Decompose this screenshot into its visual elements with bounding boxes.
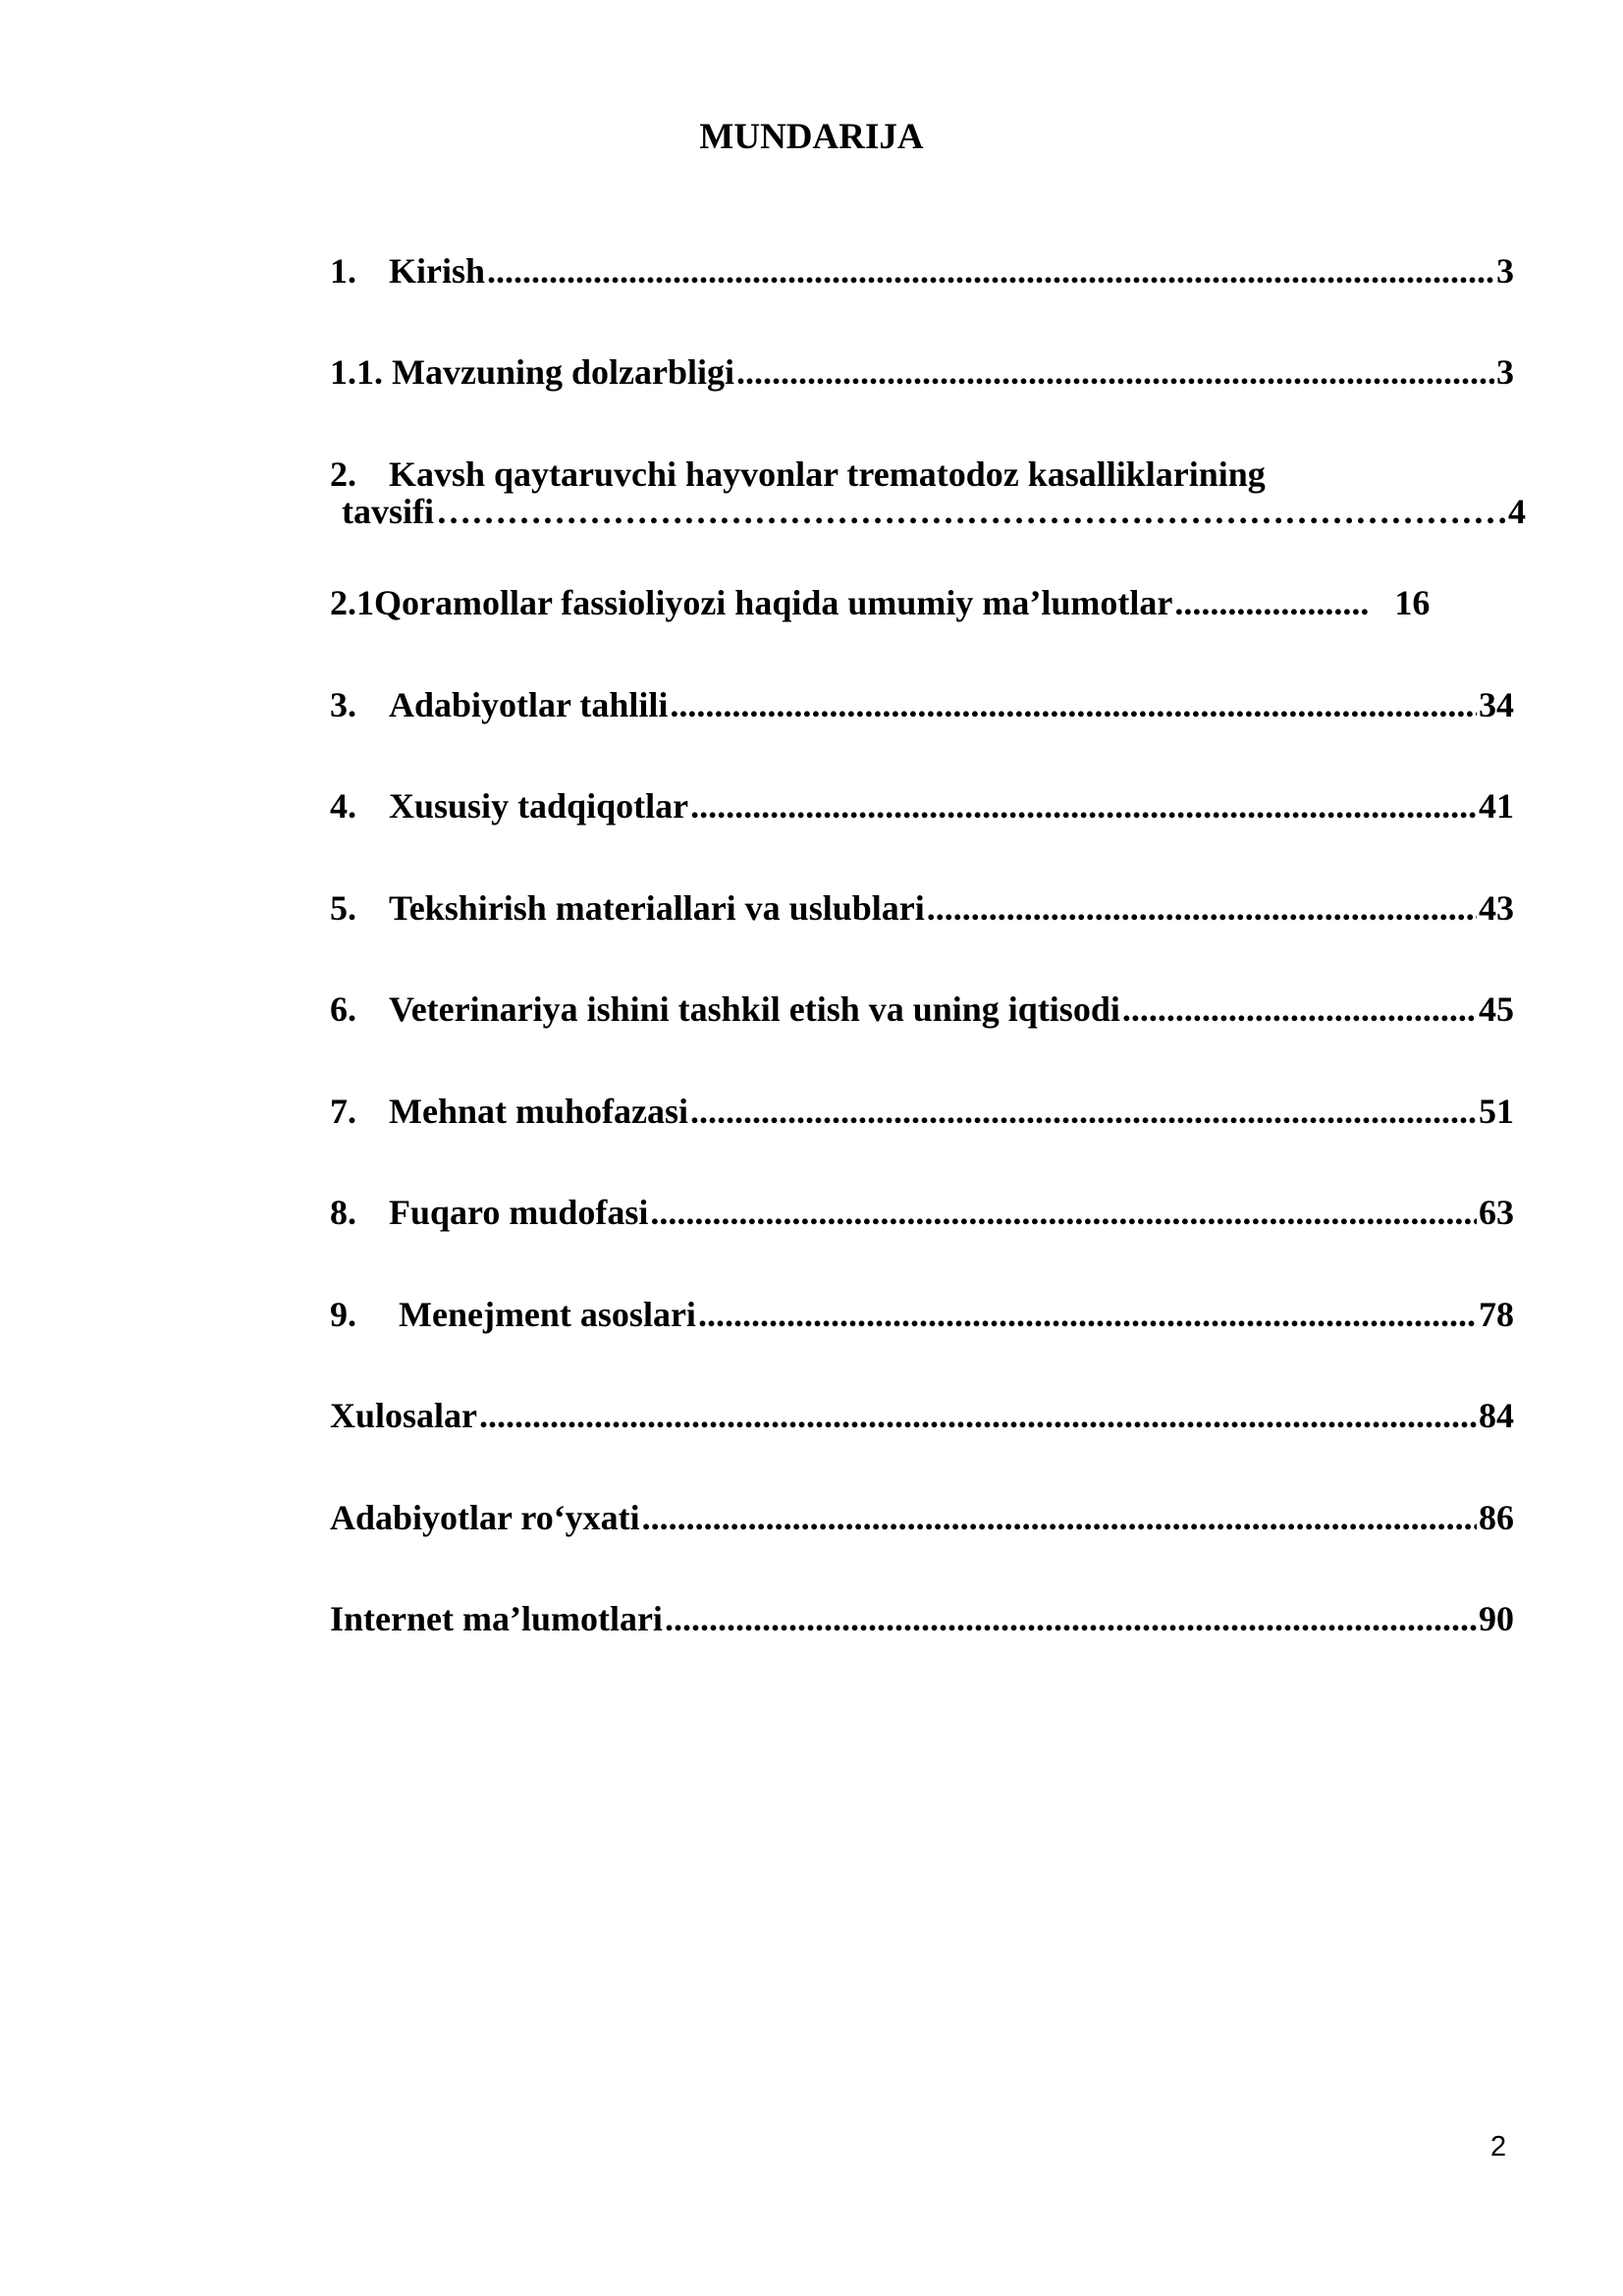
toc-entry-mavzuning-dolzarbligi	[330, 350, 1514, 394]
toc-entry-label: 2.1Qoramollar fassioliyozi haqida umumiy ma’lumotlar	[330, 583, 1173, 622]
toc-entry-label: Tekshirish materiallari va uslublari	[389, 888, 925, 928]
toc-entry-page: 78	[1479, 1295, 1514, 1334]
toc-entry-page: 86	[1479, 1498, 1514, 1537]
dot-leader	[665, 1597, 1477, 1640]
dot-leader	[1122, 988, 1477, 1031]
dot-leader	[650, 1191, 1477, 1234]
toc-entry-veterinariya	[330, 988, 1514, 1031]
toc-entry-tekshirish-materiallari	[330, 886, 1514, 930]
page-title: MUNDARIJA	[699, 117, 924, 157]
dot-leader	[479, 1394, 1477, 1437]
toc-entry-label: Kavsh qaytaruvchi hayvonlar trematodoz kasalliklarining	[389, 454, 1266, 494]
toc-entry-page: 43	[1479, 888, 1514, 928]
toc-entry-trematodoz	[330, 453, 1526, 533]
toc-entry-page: 3	[1496, 251, 1514, 291]
dot-leader	[436, 490, 1471, 533]
dot-leader	[690, 1090, 1477, 1133]
toc-entry-page: 51	[1479, 1092, 1514, 1131]
toc-entry-page: 34	[1479, 685, 1514, 724]
toc-entry-label: 1.1. Mavzuning dolzarbligi	[330, 352, 735, 392]
toc-entry-number: 3.	[330, 685, 356, 724]
toc-entry-label: Xususiy tadqiqotlar	[389, 786, 689, 826]
toc-entry-adabiyotlar-tahlili	[330, 683, 1514, 726]
toc-entry-label: Adabiyotlar ro‘yxati	[330, 1498, 640, 1537]
dot-leader	[927, 886, 1477, 930]
toc-entry-page: 16	[1394, 583, 1431, 622]
toc-entry-page: 45	[1479, 989, 1514, 1029]
toc-entry-label: Menejment asoslari	[399, 1295, 696, 1334]
toc-entry-label: Kirish	[389, 251, 486, 291]
toc-entry-xususiy-tadqiqotlar	[330, 784, 1514, 828]
toc-entry-page: 90	[1479, 1599, 1514, 1638]
toc-entry-number: 5.	[330, 888, 356, 928]
toc-entry-number: 2.	[330, 454, 356, 494]
toc-entry-label: Mehnat muhofazasi	[389, 1092, 688, 1131]
toc-entry-page: 63	[1479, 1193, 1514, 1232]
dot-leader	[690, 784, 1477, 828]
toc-entry-page: 84	[1479, 1396, 1514, 1435]
toc-entry-fuqaro-mudofasi	[330, 1191, 1514, 1234]
toc-entry-page: …4	[1473, 492, 1526, 531]
toc-entry-label: Fuqaro mudofasi	[389, 1193, 649, 1232]
toc-entry-continuation: tavsifi	[342, 492, 434, 531]
dot-leader	[670, 683, 1477, 726]
toc-entry-number: 7.	[330, 1092, 356, 1131]
dot-leader	[698, 1293, 1477, 1336]
toc-entry-number: 4.	[330, 786, 356, 826]
toc-entry-page: 41	[1479, 786, 1514, 826]
toc-entry-label: Adabiyotlar tahlili	[389, 685, 669, 724]
toc-entry-kirish	[330, 249, 1514, 293]
toc-entry-number: 9.	[330, 1295, 356, 1334]
toc-entry-number: 1.	[330, 251, 356, 291]
dot-leader	[736, 350, 1494, 394]
toc-entry-menejment-asoslari	[330, 1293, 1514, 1336]
toc-entry-label: Xulosalar	[330, 1396, 478, 1435]
toc-entry-page: 3	[1496, 352, 1514, 392]
toc-entry-label: Veterinariya ishini tashkil etish va uning iqtisodi	[389, 989, 1120, 1029]
page-number: 2	[1490, 2131, 1507, 2163]
toc-entry-adabiyotlar-royxati	[330, 1496, 1514, 1539]
toc-entry-fassioliyozi	[330, 581, 1514, 624]
toc-entry-number: 8.	[330, 1193, 356, 1232]
toc-entry-label: Internet ma’lumotlari	[330, 1599, 663, 1638]
toc-entry-mehnat-muhofazasi	[330, 1090, 1514, 1133]
dot-leader	[1174, 581, 1371, 624]
dot-leader	[642, 1496, 1477, 1539]
toc-entry-xulosalar	[330, 1394, 1514, 1437]
toc-entry-internet-malumotlari	[330, 1597, 1514, 1640]
toc-entry-number: 6.	[330, 989, 356, 1029]
dot-leader	[487, 249, 1494, 293]
